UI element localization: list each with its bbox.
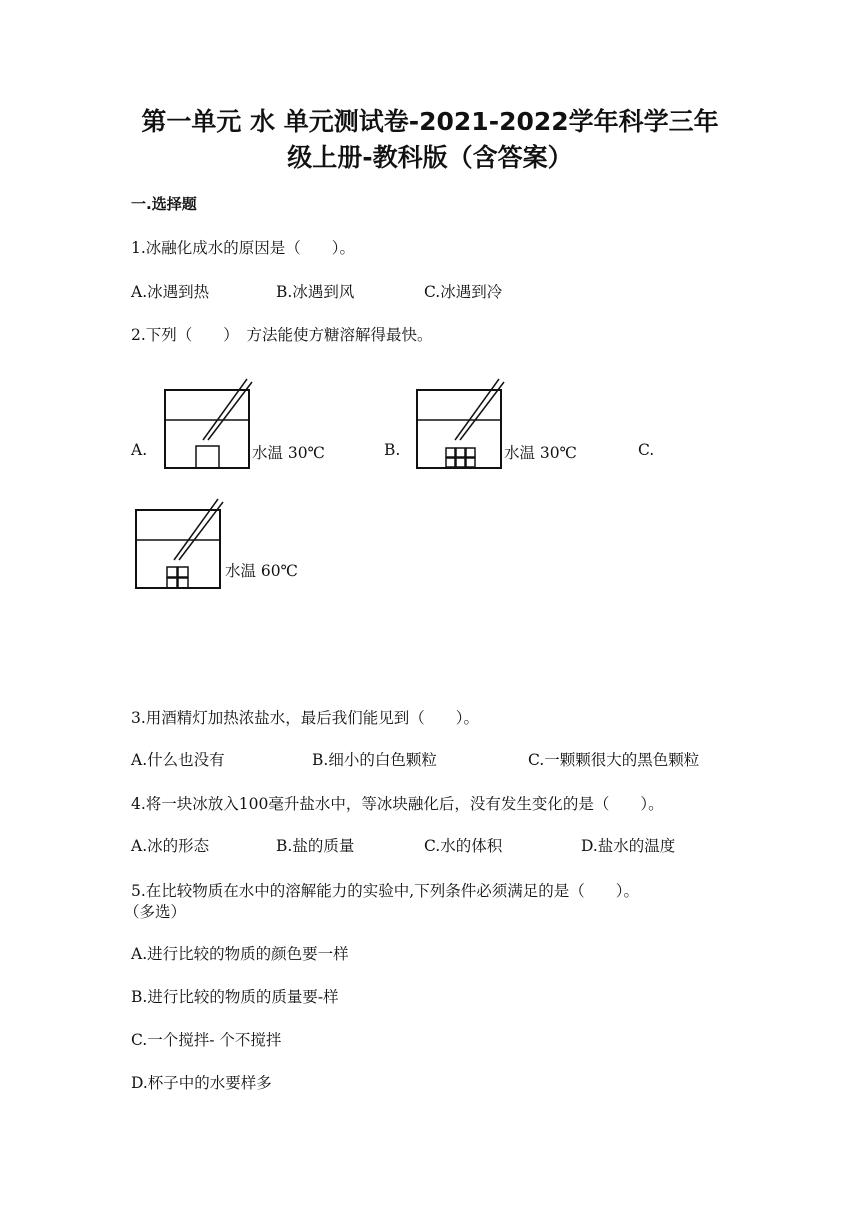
- question-3-option-b: B.细小的白色颗粒: [312, 751, 437, 769]
- question-1-stem: 1.冰融化成水的原因是（ ）。: [131, 239, 356, 257]
- question-4-option-c: C.水的体积: [424, 837, 503, 855]
- question-5-note: （多选）: [124, 903, 187, 921]
- question-2-option-c-caption: 水温 60℃: [225, 562, 298, 580]
- question-4-stem: 4.将一块冰放入100毫升盐水中，等冰块融化后，没有发生变化的是（ ）。: [131, 795, 664, 813]
- section-heading: 一.选择题: [131, 195, 197, 213]
- question-3-option-a: A.什么也没有: [131, 751, 225, 769]
- question-3-stem: 3.用酒精灯加热浓盐水，最后我们能见到（ ）。: [131, 709, 480, 727]
- question-2-stem: 2.下列（ ） 方法能使方糖溶解得最快。: [131, 326, 433, 344]
- question-4-option-a: A.冰的形态: [131, 837, 210, 855]
- question-4-option-d: D.盐水的温度: [581, 837, 676, 855]
- beaker-c-diagram: [131, 498, 226, 590]
- beaker-b-diagram: [412, 378, 507, 470]
- question-5-option-a: A.进行比较的物质的颜色要一样: [131, 945, 349, 963]
- question-5-option-b: B.进行比较的物质的质量要-样: [131, 988, 339, 1006]
- beaker-a-diagram: [160, 378, 255, 470]
- question-1-option-a: A.冰遇到热: [131, 283, 210, 301]
- question-4-option-b: B.盐的质量: [276, 837, 355, 855]
- question-2-option-a-caption: 水温 30℃: [252, 444, 325, 462]
- question-1-option-b: B.冰遇到风: [276, 283, 355, 301]
- question-2-option-c-label: C.: [638, 441, 655, 459]
- page-title: [80, 104, 780, 176]
- question-2-option-b-label: B.: [384, 441, 401, 459]
- question-2-option-b-caption: 水温 30℃: [504, 444, 577, 462]
- title-line-1: 第一单元 水 单元测试卷-2021-2022学年科学三年: [141, 107, 719, 136]
- question-5-stem: 5.在比较物质在水中的溶解能力的实验中,下列条件必须满足的是（ ）。: [131, 882, 639, 900]
- question-5-option-d: D.杯子中的水要样多: [131, 1074, 272, 1092]
- title-line-2: 级上册-教科版（含答案）: [287, 143, 573, 172]
- question-2-option-a-label: A.: [131, 441, 148, 459]
- question-1-option-c: C.冰遇到冷: [424, 283, 503, 301]
- question-3-option-c: C.一颗颗很大的黑色颗粒: [528, 751, 700, 769]
- question-5-option-c: C.一个搅拌- 个不搅拌: [131, 1031, 282, 1049]
